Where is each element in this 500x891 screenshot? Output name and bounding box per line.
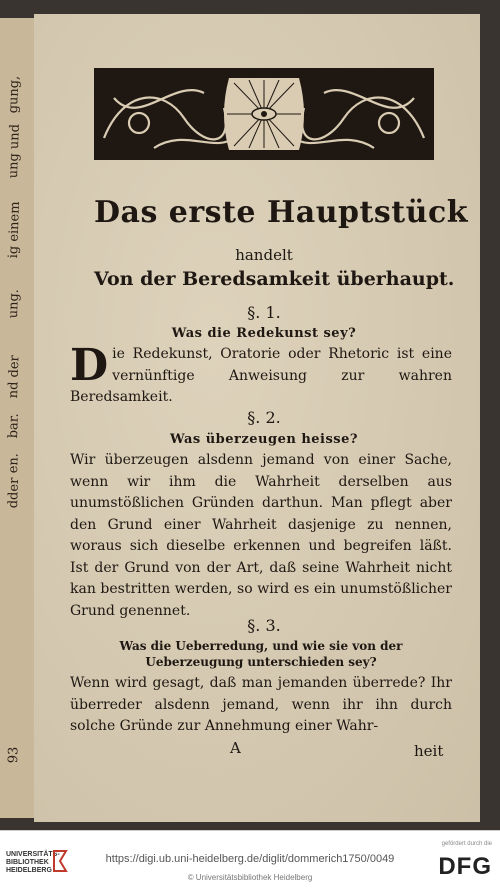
catchword: heit <box>414 742 444 760</box>
left-fragment: bar. <box>6 413 22 439</box>
permalink-url[interactable]: https://digi.ub.uni-heidelberg.de/diglit/dommerich1750/0049 <box>105 853 395 865</box>
headpiece-ornament-icon <box>94 68 434 160</box>
drop-cap: D <box>70 340 109 391</box>
viewer-footer <box>0 830 500 891</box>
chapter-topic: Von der Beredsamkeit überhaupt. <box>94 268 455 290</box>
section-paragraph: Wenn wird gesagt, daß man jemanden überrede? Ihr überreder alsdenn jemand, wenn ihr ihn durch solche Gründe zur Annehmung einer Wahr- <box>70 675 452 734</box>
left-fragment: en. <box>6 452 22 474</box>
signature-mark: A <box>230 739 241 757</box>
left-fragment: ung und <box>6 123 23 179</box>
section-heading: Was die Redekunst sey? <box>171 326 357 341</box>
left-fragment: nd der <box>6 354 23 399</box>
chapter-title: Das erste Hauptstück <box>94 195 468 230</box>
library-logo[interactable]: UNIVERSITÄTS- BIBLIOTHEK HEIDELBERG <box>6 851 60 874</box>
section-number: §. 2. <box>247 408 281 427</box>
section-paragraph <box>70 340 452 409</box>
dfg-logo[interactable]: DFG <box>438 853 492 880</box>
left-fragment: ung. <box>6 288 23 319</box>
left-fragment: ig einem <box>6 201 23 259</box>
section-heading: Was überzeugen heisse? <box>169 432 359 447</box>
section-number: §. 3. <box>247 616 281 635</box>
section-paragraph: Wir überzeugen alsdenn jemand von einer Sache, wenn wir ihm die Wahrheit derselben aus unumstößlichen Gründen darthun. Man pflegt aber den Grund einer Wahrheit dasjenige zu nennen, woraus sich dieselbe erkennen und begreifen läßt. Ist der Grund von der Art, daß seine Wahrheit nicht kan bestritten werden, so wird es ein unumstößlicher Grund genennet. <box>70 452 452 619</box>
left-fragment: gung, <box>6 75 23 114</box>
left-fragment: 93 <box>6 746 22 764</box>
copyright-notice: © Universitätsbibliothek Heidelberg <box>187 873 313 882</box>
section-number: §. 1. <box>247 303 281 322</box>
left-page-edge <box>0 18 36 818</box>
funding-note: gefördert durch die <box>441 841 492 847</box>
left-fragment: dder <box>6 477 23 509</box>
book-page <box>34 14 480 822</box>
chapter-subtitle: handelt <box>235 246 293 264</box>
section-heading: Was die Ueberredung, und wie sie von der Ueberzeugung unterschieden sey? <box>119 639 403 669</box>
section-text: ie Redekunst, Oratorie oder Rhetoric ist eine vernünftige Anweisung zur wahren Beredsamkeit. <box>70 346 452 405</box>
